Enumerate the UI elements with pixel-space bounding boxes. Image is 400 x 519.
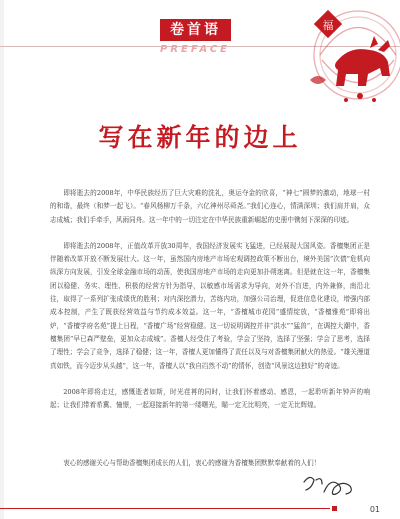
section-title: 卷首语: [160, 19, 231, 41]
footer-marker: [332, 506, 337, 511]
page-number: 01: [369, 505, 380, 514]
footer-rule: [0, 508, 330, 509]
closing-line: 衷心的感谢关心与帮助香檀集团成长的人们，衷心的感谢为香檀集团默默奉献着的人们！: [63, 459, 321, 467]
fu-character: 福: [322, 19, 334, 32]
page-title: 写在新年的边上: [98, 123, 302, 152]
article-body: [50, 187, 370, 425]
ox-papercut-icon: [250, 0, 400, 130]
page-edge: [0, 0, 4, 519]
paragraph-2: 即将逝去的2008年，正值改革开放30周年，我国经济发展实飞猛进，已经展现大国风姿。香檀集团正是伴随着改革开放不断发展壮大。这一年，虽然国内房地产市场宏观调控政策不断出台，境外美国“次债”危机向纵深方向发展，引发全球金融市场的动荡，使我国房地产市场的走向更加扑朔迷离。但是就在这一年，香檀集团以稳健、务实、理性、积极的经营方针为指导，以敏感市场需求为导向，对外不盲进，内外兼修，南沿北往，取得了一系列扩张成绩优的胜利；对内深挖潜力，苦练内功，加强公司治理，促进信息化建设，增强内部成本控制，产生了既获经营效益与节约成本效益。这一年，“香檀城市花园”盛情绽放，“香檀雅苑”即将出炉，“香檀学府名苑”提上日程，“香檀广场”经营稳健。这一切说明调控并非“洪水”“猛兽”，在调控大潮中，香檀集团“早已森严壁垒，更加众志成城”。香檀人经受住了考验，学会了坚持，选择了坚强；学会了思考，选择了理性；学会了竞争，选择了稳健；这一年，香檀人更加懂得了责任以及与对香檀集团献火的热爱。“雄关漫道真如铁，而今迈步从头越”，这一年，香檀人以“我自岿然不动”的情怀，创造“风景这边独好”的奇迹。: [50, 241, 370, 370]
paragraph-3: 2008年即将走过，感慨逝者如斯，时光荏苒的同时，让我们怀着感动、感恩，一起聆听新年钟声的响起；让我们带着希冀、憧憬，一起迎接新年的第一缕曙光，瞄一定无比明亮，一定无比辉煌。: [50, 387, 370, 410]
signature: [300, 470, 360, 500]
section-subtitle: PREFACE: [160, 44, 231, 55]
paragraph-1: 即将逝去的2008年，中华民族经历了巨大灾难的洗礼，奥运夺金的欣喜，“神七”圆梦的激动，地球一村的和谐，最终（和梦一起飞）。“春风杨柳万千条，六亿神州尽舜尧。”我们心连心，情满深圳；我们肩并肩，众志成城；我们手牵手，风雨同舟。这一年中的一切注定在中华民族重新崛起的史册中镌刻下深深的印迹。: [50, 189, 370, 224]
